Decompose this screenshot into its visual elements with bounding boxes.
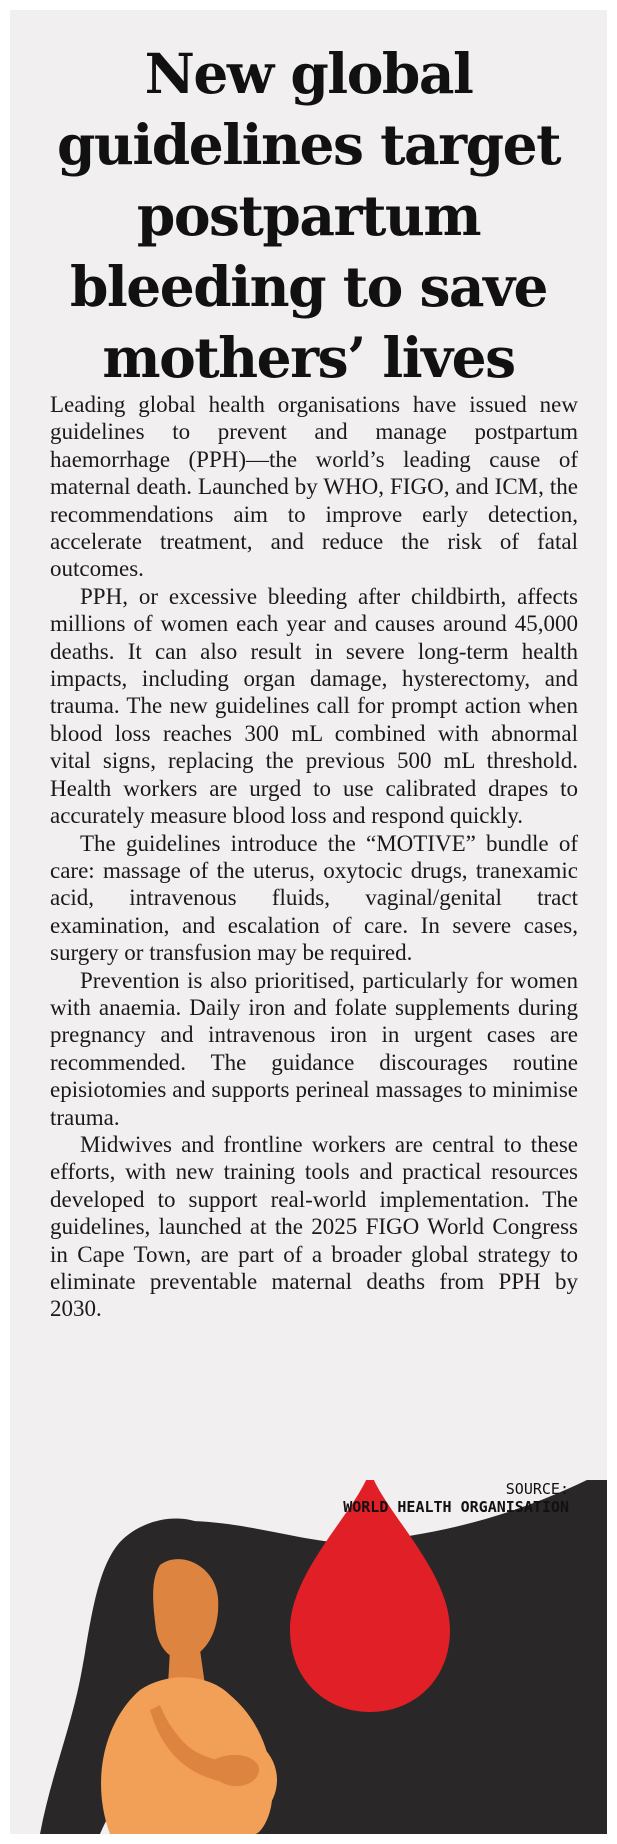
paragraph-5: Midwives and frontline workers are central to these efforts, with new training tools and practical resources developed to support real-world implementation. The guidelines, launched at the 2025 FIGO World Congress in Cape Town, are part of a broader global strategy to eliminate preventable maternal deaths from PPH by 2030. bbox=[50, 1131, 578, 1322]
paragraph-4: Prevention is also prioritised, particularly for women with anaemia. Daily iron and folate supplements during pregnancy and intravenous iron in urgent cases are recommended. The guidance discourages routine episiotomies and supports perineal massages to minimise trauma. bbox=[50, 967, 578, 1130]
headline: New global guidelines target postpartum bleeding to save mothers’ lives bbox=[56, 41, 561, 390]
source-label: SOURCE: bbox=[505, 1480, 569, 1498]
source-name: WORLD HEALTH ORGANISATION bbox=[343, 1498, 569, 1516]
paragraph-1: Leading global health organisations have issued new guidelines to prevent and manage postpartum haemorrhage (PPH)—the world’s leading cause of maternal death. Launched by WHO, FIGO, and ICM, the recommendations aim to improve early detection, accelerate treatment, and reduce the risk of fatal outcomes. bbox=[50, 392, 578, 582]
source-credit bbox=[343, 1480, 569, 1516]
article-body bbox=[50, 391, 578, 1323]
pregnant-woman-illustration bbox=[10, 1480, 607, 1834]
paragraph-3: The guidelines introduce the “MOTIVE” bundle of care: massage of the uterus, oxytocic drugs, tranexamic acid, intravenous fluids, vaginal/genital tract examination, and escalation of care. In severe cases, surgery or transfusion may be required. bbox=[50, 830, 578, 966]
article-panel bbox=[10, 10, 607, 1834]
paragraph-2: PPH, or excessive bleeding after childbirth, affects millions of women each year and causes around 45,000 deaths. It can also result in severe long-term health impacts, including organ damage, hysterectomy, and trauma. The new guidelines call for prompt action when blood loss reaches 300 mL combined with abnormal vital signs, replacing the previous 500 mL threshold. Health workers are urged to use calibrated drapes to accurately measure blood loss and respond quickly. bbox=[50, 583, 578, 829]
